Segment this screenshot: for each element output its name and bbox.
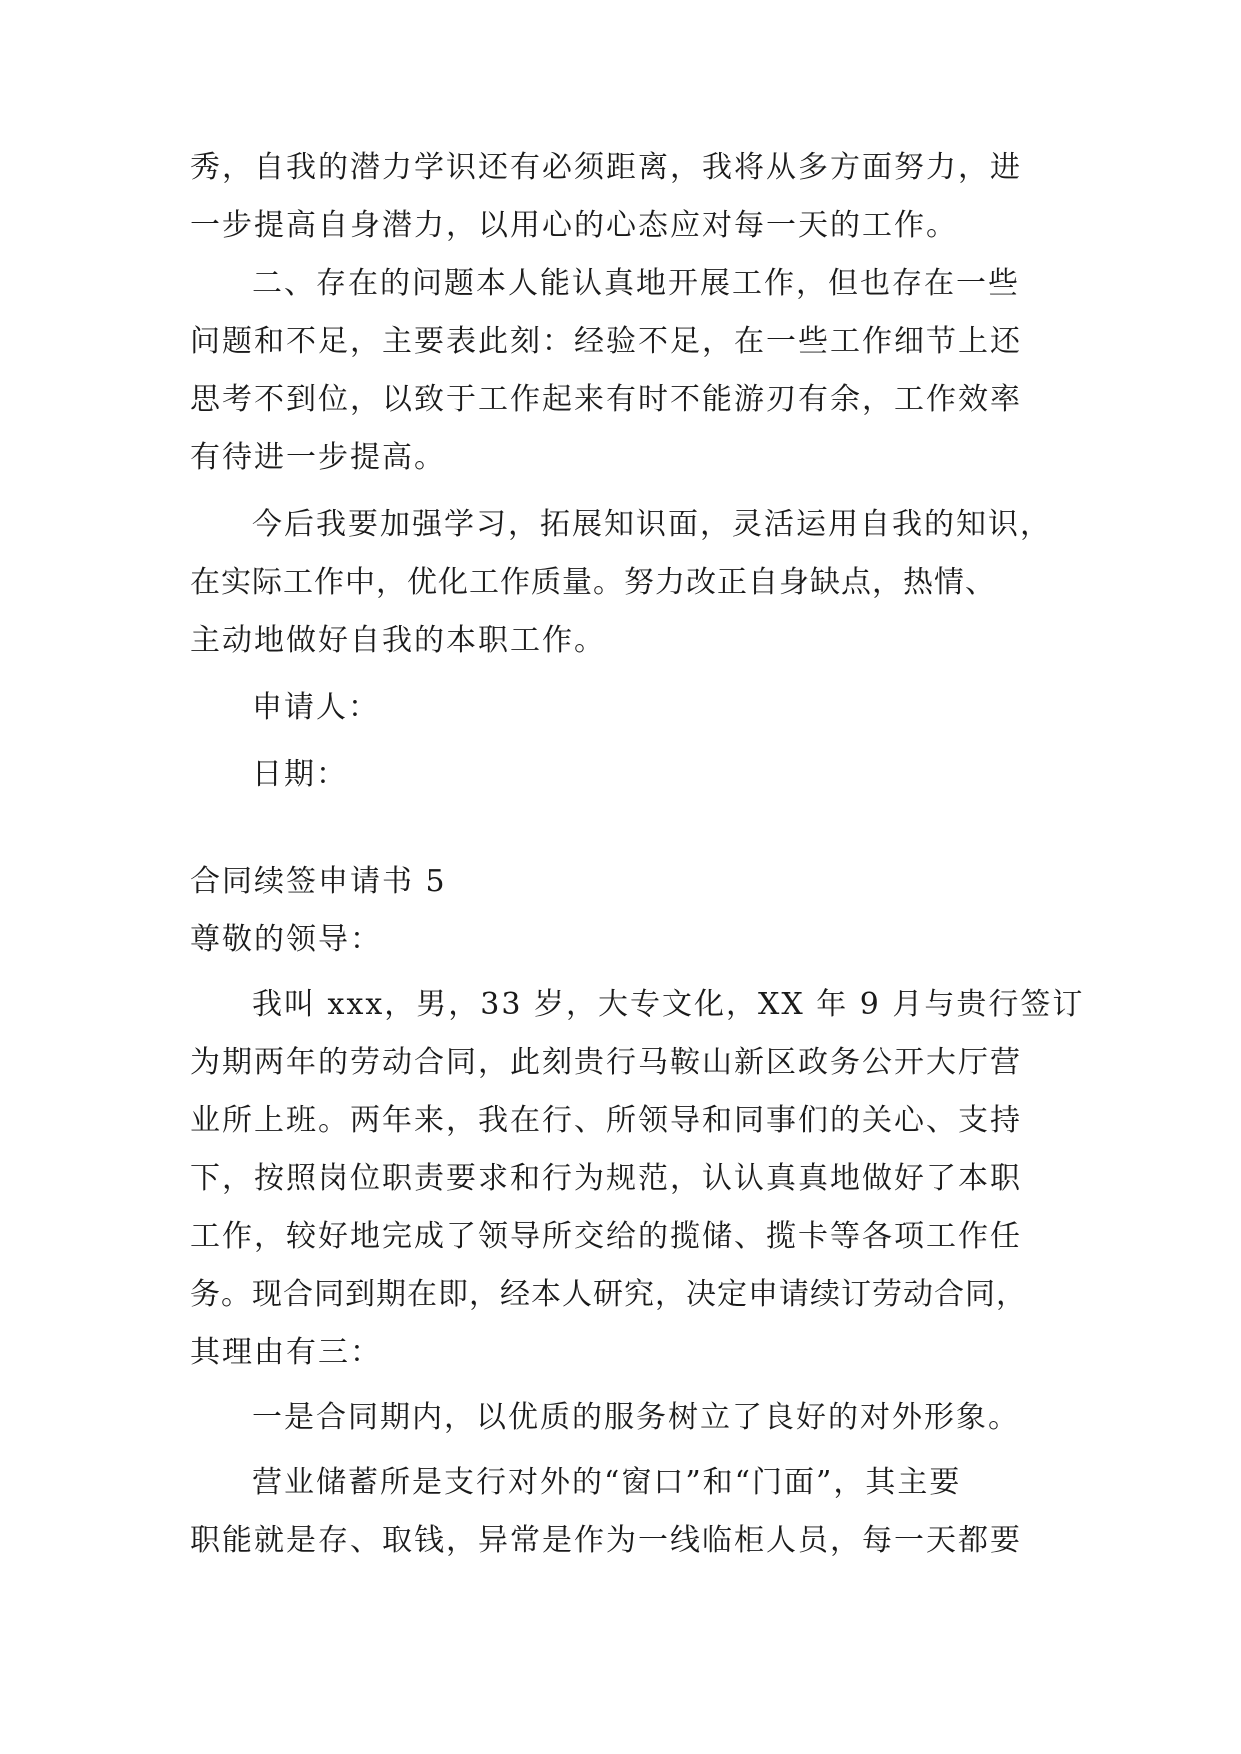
paragraph-line: 二、存在的问题本人能认真地开展工作，但也存在一些	[252, 266, 1020, 301]
paragraph-line: 秀，自我的潜力学识还有必须距离，我将从多方面努力，进	[190, 150, 1022, 185]
paragraph-line: 业所上班。两年来，我在行、所领导和同事们的关心、支持	[190, 1103, 1022, 1138]
paragraph-line: 一步提高自身潜力，以用心的心态应对每一天的工作。	[190, 208, 958, 243]
paragraph-line: 营业储蓄所是支行对外的“窗口”和“门面”，其主要	[252, 1465, 962, 1500]
section-title: 合同续签申请书 5	[190, 864, 447, 899]
paragraph-line: 我叫 xxx，男，33 岁，大专文化，XX 年 9 月与贵行签订	[252, 987, 1085, 1022]
paragraph-line: 工作，较好地完成了领导所交给的揽储、揽卡等各项工作任	[190, 1219, 1022, 1254]
paragraph-line: 主动地做好自我的本职工作。	[190, 623, 606, 658]
paragraph-line: 思考不到位，以致于工作起来有时不能游刃有余，工作效率	[190, 382, 1022, 417]
salutation: 尊敬的领导：	[190, 922, 382, 957]
paragraph-line: 一是合同期内，以优质的服务树立了良好的对外形象。	[252, 1400, 1020, 1435]
paragraph-line: 今后我要加强学习，拓展知识面，灵活运用自我的知识，	[252, 507, 1052, 542]
paragraph-line: 职能就是存、取钱，异常是作为一线临柜人员，每一天都要	[190, 1523, 1022, 1558]
paragraph-line: 为期两年的劳动合同，此刻贵行马鞍山新区政务公开大厅营	[190, 1045, 1022, 1080]
paragraph-line: 在实际工作中，优化工作质量。努力改正自身缺点，热情、	[190, 565, 996, 600]
paragraph-line: 务。现合同到期在即，经本人研究，决定申请续订劳动合同，	[190, 1277, 1027, 1312]
paragraph-line: 下，按照岗位职责要求和行为规范，认认真真地做好了本职	[190, 1161, 1022, 1196]
paragraph-line: 其理由有三：	[190, 1335, 382, 1370]
paragraph-line: 有待进一步提高。	[190, 440, 446, 475]
date-label: 日期：	[252, 757, 348, 792]
applicant-label: 申请人：	[252, 690, 380, 725]
paragraph-line: 问题和不足，主要表此刻：经验不足，在一些工作细节上还	[190, 324, 1022, 359]
